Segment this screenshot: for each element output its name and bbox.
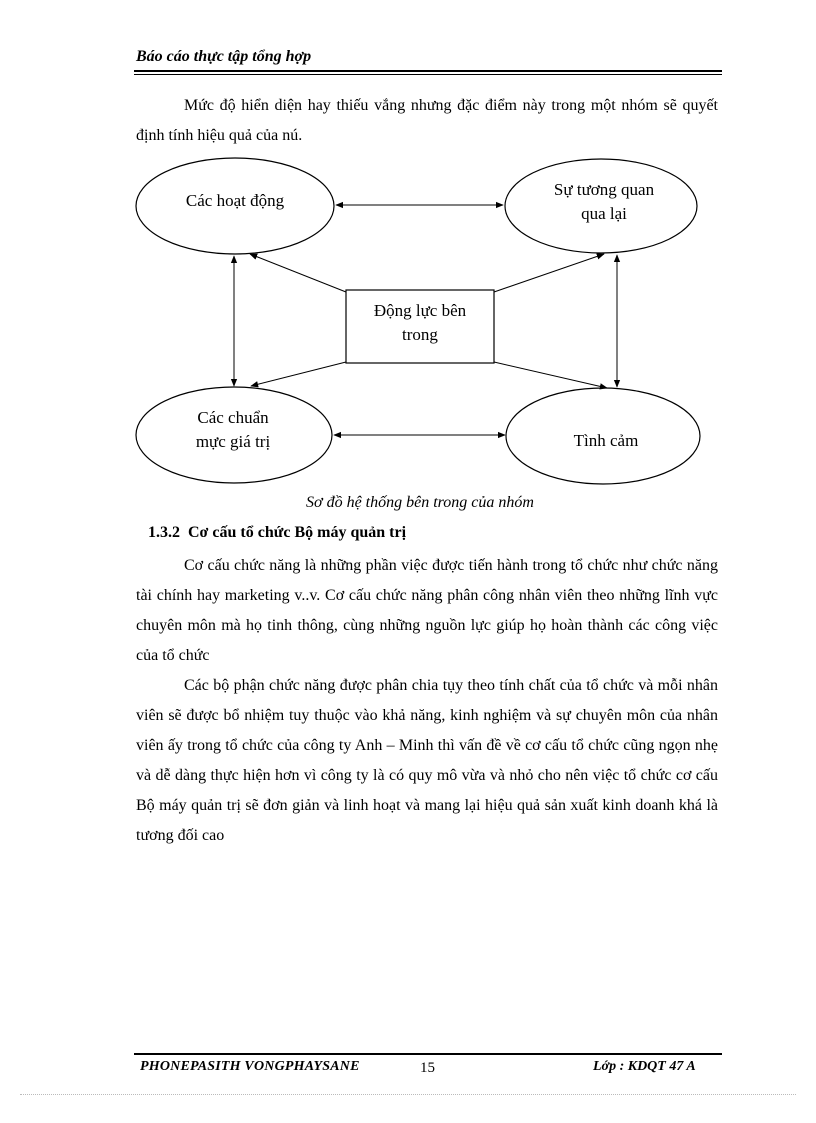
label-interaction-line2: qua lại bbox=[581, 204, 627, 223]
footer-class-label: Lớp : KDQT 47 A bbox=[593, 1059, 696, 1074]
label-interaction-line1: Sự tương quan bbox=[553, 180, 655, 199]
arrow-center-top-left bbox=[250, 254, 346, 292]
section-number: 1.3.2 bbox=[148, 524, 180, 541]
footer-author: PHONEPASITH VONGPHAYSANE bbox=[140, 1059, 360, 1074]
label-activities: Các hoạt động bbox=[185, 191, 285, 210]
arrow-center-bottom-left bbox=[251, 362, 346, 386]
body-paragraph-1: Cơ cấu chức năng là những phần việc được tiến hành trong tổ chức như chức năng tài chính hay marketing v..v. Cơ cấu chức năng phân công nhân viên theo những lĩnh vực chuyên môn mà họ tinh thông, cùng những nguồn lực giúp họ hoàn thành các công việc của tổ chức bbox=[136, 557, 718, 664]
page-bottom-border bbox=[20, 1094, 796, 1095]
group-system-diagram bbox=[0, 0, 816, 500]
diagram-caption: Sơ đồ hệ thống bên trong của nhóm bbox=[306, 494, 534, 511]
footer-rule bbox=[134, 1053, 722, 1055]
arrow-center-bottom-right bbox=[494, 362, 607, 388]
label-norms-line2: mực giá trị bbox=[195, 432, 271, 451]
label-norms-line1: Các chuẩn bbox=[197, 408, 269, 427]
section-heading bbox=[148, 524, 406, 542]
label-motivation-line2: trong bbox=[402, 325, 438, 344]
body-paragraph-2: Các bộ phận chức năng được phân chia tụy theo tính chất của tổ chức và mỗi nhân viên sẽ được bổ nhiệm tuy thuộc vào khả năng, kinh nghiệm và sự chuyên môn của nhân viên ấy trong tổ chức của công ty Anh – Minh thì vấn đề về cơ cấu tổ chức cũng ngọn nhẹ và dễ dàng thực hiện hơn vì công ty là có quy mô vừa và nhỏ cho nên việc tổ chức cơ cấu Bộ máy quản trị sẽ đơn giản và linh hoạt và mang lại hiệu quả sản xuất kinh doanh khá là tương đối cao bbox=[136, 677, 718, 844]
header-title: Báo cáo thực tập tổng hợp bbox=[136, 48, 312, 65]
label-emotions: Tình cảm bbox=[573, 431, 639, 450]
page-number: 15 bbox=[420, 1060, 435, 1076]
section-title: Cơ cấu tổ chức Bộ máy quản trị bbox=[188, 524, 407, 541]
arrow-center-top-right bbox=[494, 254, 604, 292]
label-motivation-line1: Động lực bên bbox=[373, 301, 467, 320]
intro-paragraph: Mức độ hiển diện hay thiếu vắng nhưng đặc điểm này trong một nhóm sẽ quyết định tính hiệu quả của nú. bbox=[136, 97, 718, 144]
